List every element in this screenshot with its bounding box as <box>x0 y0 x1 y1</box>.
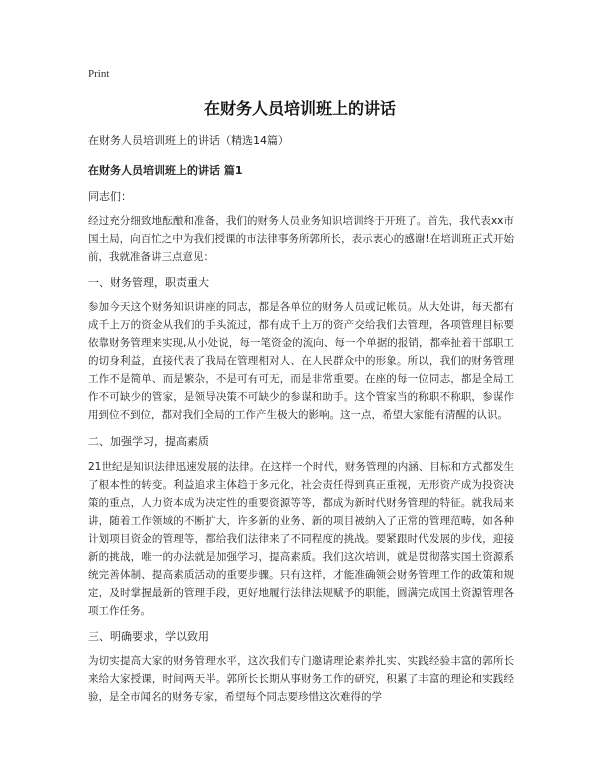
paragraph-one: 参加今天这个财务知识讲座的同志，都是各单位的财务人员或记帐员。从大处讲，每天都有成千上万的资金从我们的手头流过，都有成千上万的资产交给我们去管理，各项管理目标要依靠财务管理来实现,从小处说，每一笔资金的流向、每一个单据的报销，都牵扯着干部职工的切身利益，直接代表了我局在管理相对人、在人民群众中的形象。所以，我们的财务管理工作不是简单、而是繁杂，不是可有可无，而是非常重要。在座的每一位同志，都是全局工作不可缺少的管家，是领导决策不可缺少的参谋和助手。这个管家当的称职不称职，参谋作用到位不到位，都对我们全局的工作产生极大的影响。这一点，希望大家能有清醒的认识。 <box>88 301 514 421</box>
heading-two: 二、加强学习，提高素质 <box>88 435 209 448</box>
document-subtitle: 在财务人员培训班上的讲话（精选14篇） <box>88 134 289 147</box>
heading-three: 三、明确要求，学以致用 <box>88 630 209 643</box>
section-title: 在财务人员培训班上的讲话 篇1 <box>88 164 243 177</box>
greeting: 同志们： <box>88 190 132 203</box>
paragraph-two: 21世纪是知识法律迅速发展的法律。在这样一个时代，财务管理的内涵、目标和方式都发生了根本性的转变。利益追求主体趋于多元化，社会责任得到真正重视，无形资产成为投资决策的重点，人力资本成为决定性的重要资源等等，都成为新时代财务管理的特征。就我局来讲，随着工作领域的不断扩大，许多新的业务、新的项目被纳入了正常的管理范畴，如各种计划项目资金的管理等，都给我们法律来了不同程度的挑战。要紧跟时代发展的步伐，迎接新的挑战，唯一的办法就是加强学习，提高素质。我们这次培训，就是贯彻落实国土资源系统完善体制、提高素质活动的重要步骤。只有这样，才能准确领会财务管理工作的政策和规定，及时掌握最新的管理手段，更好地履行法律法规赋予的职能，圆满完成国土资源管理各项工作任务。 <box>88 461 514 617</box>
paragraph-three: 为切实提高大家的财务管理水平，这次我们专门邀请理论素养扎实、实践经验丰富的郭所长来给大家授课，时间两天半。郭所长长期从事财务工作的研究，积累了丰富的理论和实践经验，是全市闻名的财务专家，希望每个同志要珍惜这次难得的学 <box>88 655 514 703</box>
intro-paragraph: 经过充分细致地酝酿和准备，我们的财务人员业务知识培训终于开班了。首先，我代表xx市国土局，向百忙之中为我们授课的市法律事务所郭所长，表示衷心的感谢!在培训班正式开始前，我就准备讲三点意见： <box>88 215 514 263</box>
print-label: Print <box>88 68 110 80</box>
heading-one: 一、财务管理，职责重大 <box>88 276 209 289</box>
document-title: 在财务人员培训班上的讲话 <box>203 99 396 118</box>
